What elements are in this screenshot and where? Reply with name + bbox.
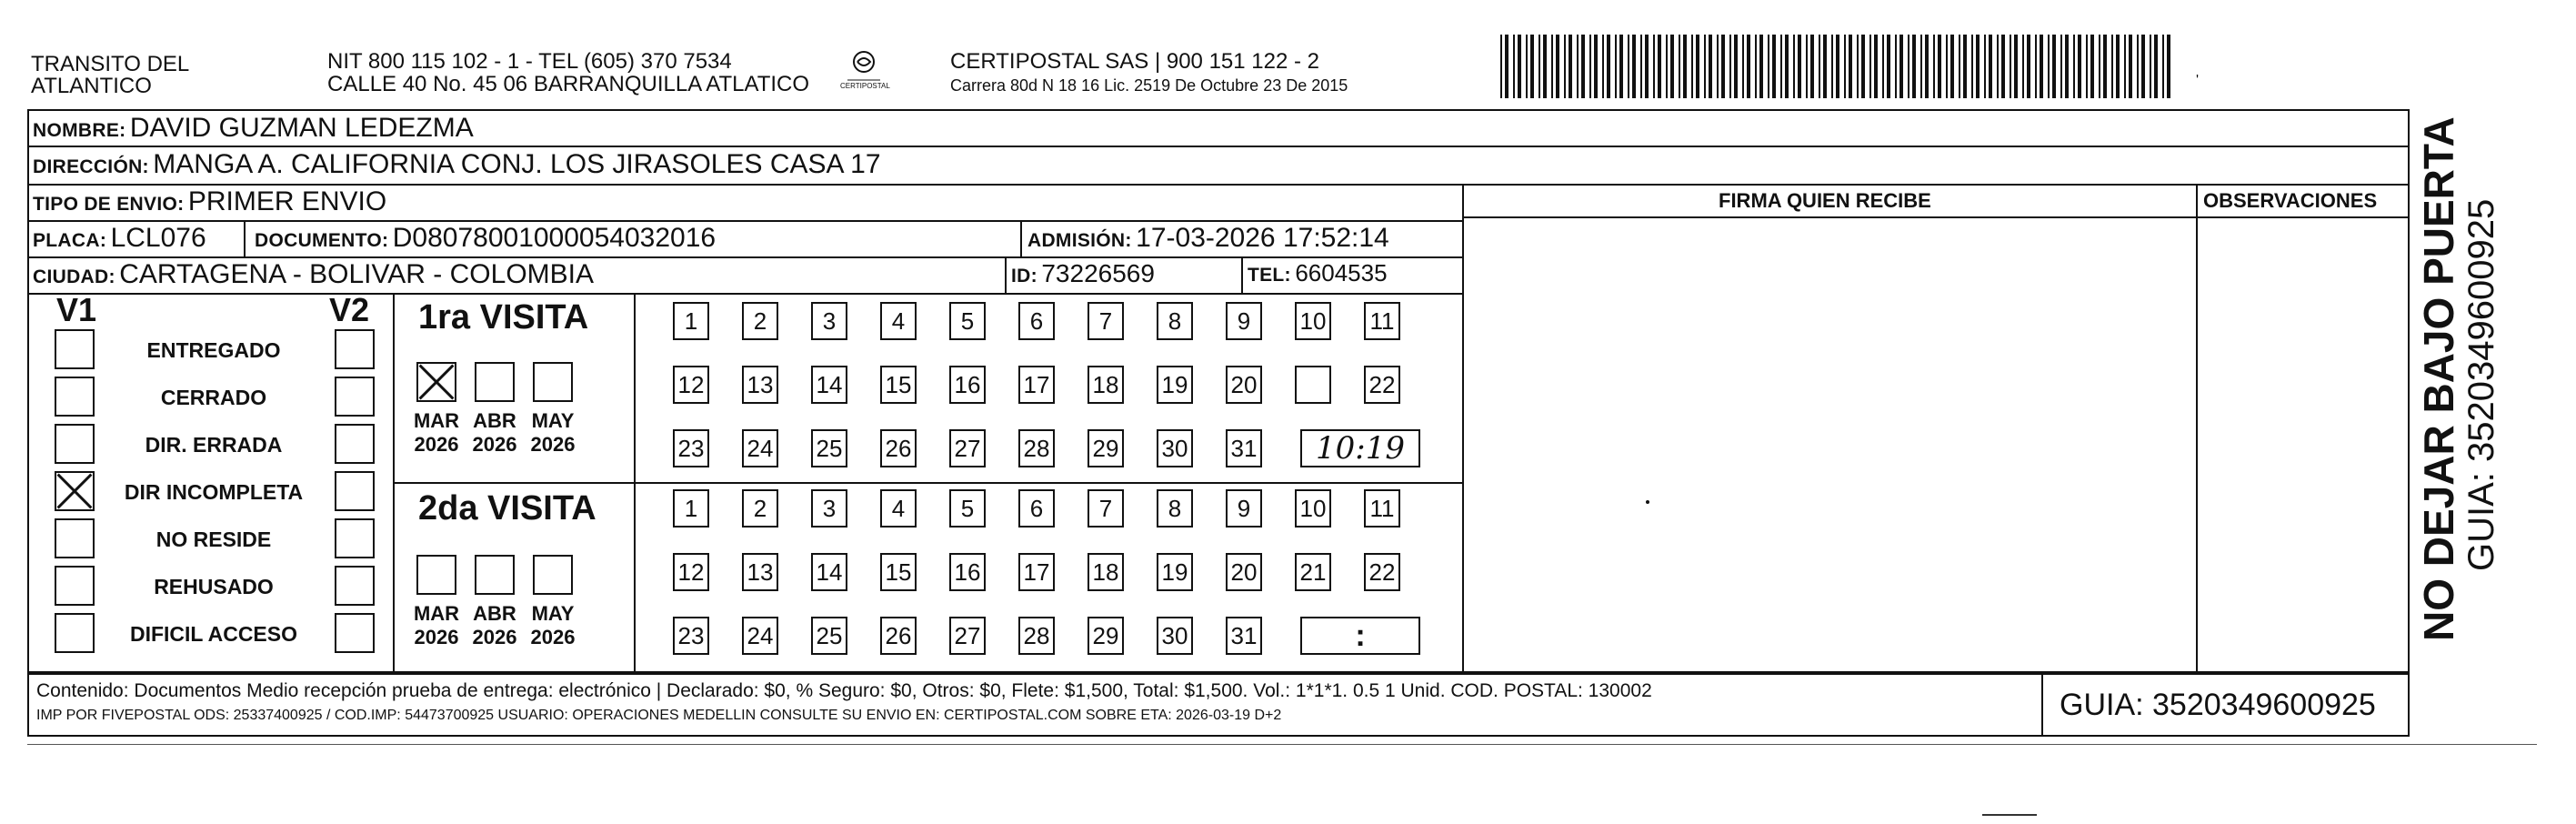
day-box[interactable]: 7: [1088, 489, 1124, 528]
logo-text: CERTIPOSTAL: [840, 82, 890, 90]
barcode-bar: [1602, 35, 1604, 98]
barcode-bar: [1989, 35, 1992, 98]
barcode-bar: [1887, 35, 1890, 98]
documento-label: DOCUMENTO:: [255, 230, 389, 251]
day-box[interactable]: 2: [742, 489, 778, 528]
cell-divider: [1005, 256, 1007, 293]
barcode-bar: [1869, 35, 1871, 98]
tel-field: [1248, 259, 1388, 287]
day-box[interactable]: 23: [673, 617, 709, 655]
tipo-value: PRIMER ENVIO: [187, 186, 387, 216]
month-checkbox[interactable]: [475, 362, 515, 402]
barcode-bar: [1518, 35, 1521, 98]
day-box[interactable]: 23: [673, 429, 709, 467]
corner-mark: ': [2196, 73, 2200, 88]
status-option-label: CERRADO: [160, 386, 267, 409]
day-box[interactable]: 10: [1295, 302, 1331, 340]
row-divider: [27, 220, 1464, 222]
month-checkbox[interactable]: [475, 555, 515, 595]
barcode-bar: [2162, 35, 2164, 98]
day-box[interactable]: 2: [742, 302, 778, 340]
barcode-bar: [1640, 35, 1642, 98]
barcode-bar: [1768, 35, 1769, 98]
side-warning: NO DEJAR BAJO PUERTA: [2415, 116, 2462, 641]
month-year: 2026: [530, 626, 576, 648]
day-box[interactable]: 7: [1088, 302, 1124, 340]
barcode-bar: [2014, 35, 2018, 98]
stray-dot: [1646, 500, 1649, 504]
barcode-bar: [1963, 35, 1967, 98]
barcode-bar: [1997, 35, 1999, 98]
visit1-time[interactable]: 10:19: [1300, 429, 1420, 467]
barcode-bar: [2022, 35, 2024, 98]
barcode-bar: [2137, 35, 2139, 98]
col-divider: [2196, 184, 2198, 673]
barcode-bar: [2116, 35, 2120, 98]
month-name: MAY: [531, 602, 575, 625]
month-year: 2026: [472, 626, 517, 648]
company-line: CERTIPOSTAL SAS | 900 151 122 - 2: [950, 49, 1319, 74]
address-line: CALLE 40 No. 45 06 BARRANQUILLA ATLATICO: [327, 72, 810, 96]
barcode-bar: [1772, 35, 1776, 98]
v2-checkbox[interactable]: [335, 424, 375, 464]
barcode-bar: [2111, 35, 2113, 98]
barcode-bar: [1747, 35, 1750, 98]
visit1-title: 1ra VISITA: [418, 298, 589, 337]
v1-label: V1: [56, 291, 97, 328]
barcode-bar: [1721, 35, 1725, 98]
status-option-label: DIR. ERRADA: [145, 433, 283, 457]
tipo-field: [33, 186, 386, 217]
barcode-bar: [1984, 35, 1986, 98]
barcode-bar: [2010, 35, 2011, 98]
barcode-bar: [1959, 35, 1960, 98]
cell-divider: [1241, 256, 1243, 293]
firma-header: FIRMA QUIEN RECIBE: [1719, 189, 1931, 212]
status-option-label: ENTREGADO: [146, 338, 281, 362]
barcode-bar: [1785, 35, 1789, 98]
day-box[interactable]: 1: [673, 489, 709, 528]
barcode-bar: [1653, 35, 1655, 98]
barcode-bar: [1709, 35, 1712, 98]
barcode-bar: [2035, 35, 2037, 98]
footer-divider: [2041, 673, 2043, 737]
month-name: MAR: [413, 409, 460, 432]
barcode-bar: [1742, 35, 1744, 98]
month-name: ABR: [473, 602, 516, 625]
v2-checkbox[interactable]: [335, 518, 375, 558]
barcode-bar: [1530, 35, 1534, 98]
v1-checkbox[interactable]: [55, 613, 95, 653]
month-year: 2026: [530, 433, 576, 456]
tipo-label: TIPO DE ENVIO:: [33, 194, 185, 215]
barcode-bar: [1658, 35, 1661, 98]
barcode-bar: [2065, 35, 2069, 98]
barcode-bar: [1569, 35, 1572, 98]
row-divider: [27, 293, 1464, 295]
day-box[interactable]: 17: [1018, 553, 1055, 591]
barcode-bar: [1704, 35, 1706, 98]
month-name: ABR: [473, 409, 516, 432]
barcode-bar: [1594, 35, 1598, 98]
barcode-bar: [1619, 35, 1623, 98]
barcode-bar: [1526, 35, 1528, 98]
day-box[interactable]: 21: [1295, 553, 1331, 591]
nombre-value: DAVID GUZMAN LEDEZMA: [129, 113, 474, 143]
cell-divider: [244, 220, 246, 256]
day-box[interactable]: 9: [1226, 302, 1262, 340]
day-box[interactable]: 19: [1157, 366, 1193, 404]
day-box[interactable]: 29: [1088, 429, 1124, 467]
day-box[interactable]: 15: [880, 366, 917, 404]
barcode-bar: [2124, 35, 2126, 98]
barcode-bar: [1564, 35, 1566, 98]
certipostal-logo: [838, 45, 889, 96]
org-name-line2: ATLANTICO: [31, 74, 152, 98]
barcode-bar: [1505, 35, 1509, 98]
ciudad-value: CARTAGENA - BOLIVAR - COLOMBIA: [119, 259, 594, 289]
barcode-bar: [1539, 35, 1540, 98]
day-box[interactable]: 25: [811, 617, 847, 655]
visit-row-divider: [393, 482, 1462, 484]
org-name-line1: TRANSITO DEL: [31, 52, 190, 76]
barcode-bar: [1645, 35, 1649, 98]
month-checkbox[interactable]: [533, 362, 573, 402]
barcode-bar: [2040, 35, 2043, 98]
barcode-bar: [1899, 35, 1903, 98]
month-name: MAR: [413, 602, 460, 625]
col-header-divider: [1462, 216, 2410, 218]
barcode-bar: [1938, 35, 1941, 98]
barcode-bar: [2090, 35, 2094, 98]
license-line: Carrera 80d N 18 16 Lic. 2519 De Octubre 23 De 2015: [950, 76, 1348, 95]
day-box[interactable]: 11: [1364, 489, 1400, 528]
barcode-bar: [1882, 35, 1884, 98]
tick-mark: [1982, 814, 2037, 816]
day-box[interactable]: [1295, 366, 1331, 404]
day-box[interactable]: 13: [742, 553, 778, 591]
day-box[interactable]: 18: [1088, 366, 1124, 404]
barcode-bar: [1683, 35, 1687, 98]
day-box[interactable]: 30: [1157, 617, 1193, 655]
day-box[interactable]: 31: [1226, 429, 1262, 467]
barcode-bar: [1666, 35, 1668, 98]
barcode-bar: [2129, 35, 2132, 98]
barcode-bar: [1895, 35, 1897, 98]
day-box[interactable]: 18: [1088, 553, 1124, 591]
v2-checkbox[interactable]: [335, 613, 375, 653]
contenido-line: Contenido: Documentos Medio recepción prueba de entrega: electrónico | Declarado: $0, % Seguro: $0, Otros: $0, Flete: $1,500, Total: $1,500. Vol.: 1*1*1. 0.5 1 Unid. COD. POSTAL: 130002: [36, 680, 1652, 701]
barcode-bar: [2141, 35, 2145, 98]
barcode-bar: [2001, 35, 2005, 98]
day-box[interactable]: 16: [949, 553, 986, 591]
day-box[interactable]: 20: [1226, 366, 1262, 404]
direccion-field: [33, 149, 881, 180]
barcode-bar: [1831, 35, 1833, 98]
barcode-bar: [1670, 35, 1674, 98]
day-box[interactable]: 3: [811, 302, 847, 340]
v2-checkbox[interactable]: [335, 566, 375, 606]
id-field: [1011, 259, 1155, 288]
barcode-bar: [1513, 35, 1515, 98]
v2-checkbox[interactable]: [335, 377, 375, 417]
barcode-bar: [1950, 35, 1954, 98]
v2-checkbox[interactable]: [335, 471, 375, 511]
barcode-bar: [1500, 35, 1502, 98]
direccion-value: MANGA A. CALIFORNIA CONJ. LOS JIRASOLES CASA 17: [153, 149, 881, 179]
month-year: 2026: [414, 433, 459, 456]
id-label: ID:: [1011, 266, 1037, 286]
day-box[interactable]: 16: [949, 366, 986, 404]
admision-label: ADMISIÓN:: [1027, 230, 1132, 251]
id-value: 73226569: [1041, 259, 1155, 287]
day-box[interactable]: 19: [1157, 553, 1193, 591]
day-box[interactable]: 15: [880, 553, 917, 591]
barcode-bar: [2154, 35, 2158, 98]
barcode-bar: [1556, 35, 1559, 98]
barcode-bar: [1806, 35, 1808, 98]
imp-line: IMP POR FIVEPOSTAL ODS: 25337400925 / COD.IMP: 54473700925 USUARIO: OPERACIONES MEDELLIN CONSULTE SU ENVIO EN: CERTIPOSTAL.COM SOBRE ETA: 2026-03-19 D+2: [36, 708, 1282, 723]
day-box[interactable]: 26: [880, 617, 917, 655]
day-box[interactable]: 29: [1088, 617, 1124, 655]
day-box[interactable]: 12: [673, 366, 709, 404]
barcode-bar: [1589, 35, 1591, 98]
v1-checkbox[interactable]: [55, 566, 95, 606]
barcode-bar: [2060, 35, 2062, 98]
month-checkbox[interactable]: [533, 555, 573, 595]
tel-label: TEL:: [1248, 265, 1291, 286]
barcode-bar: [2052, 35, 2056, 98]
barcode-bar: [2167, 35, 2170, 98]
v1-checkbox[interactable]: [55, 518, 95, 558]
day-box[interactable]: 26: [880, 429, 917, 467]
day-box[interactable]: 14: [811, 366, 847, 404]
barcode-bar: [1780, 35, 1782, 98]
day-box[interactable]: 6: [1018, 489, 1055, 528]
day-box[interactable]: 3: [811, 489, 847, 528]
v2-label: V2: [329, 291, 370, 328]
ciudad-field: [33, 259, 594, 290]
day-box[interactable]: 22: [1364, 366, 1400, 404]
visit2-time[interactable]: :: [1300, 617, 1420, 655]
row-divider: [27, 184, 2410, 186]
day-box[interactable]: 24: [742, 429, 778, 467]
bottom-rule: [27, 744, 2537, 745]
day-box[interactable]: 10: [1295, 489, 1331, 528]
day-box[interactable]: 17: [1018, 366, 1055, 404]
v1-checkbox[interactable]: [55, 377, 95, 417]
row-divider: [27, 146, 2410, 147]
day-box[interactable]: 22: [1364, 553, 1400, 591]
day-box[interactable]: 31: [1226, 617, 1262, 655]
barcode-bar: [1607, 35, 1610, 98]
barcode-bar: [2103, 35, 2107, 98]
tel-value: 6604535: [1295, 259, 1388, 286]
barcode-bar: [1925, 35, 1929, 98]
barcode-bar: [1849, 35, 1852, 98]
direccion-label: DIRECCIÓN:: [33, 156, 149, 177]
day-box[interactable]: 8: [1157, 489, 1193, 528]
nit-line: NIT 800 115 102 - 1 - TEL (605) 370 7534: [327, 49, 732, 74]
barcode-bar: [1577, 35, 1579, 98]
status-option-label: NO RESIDE: [155, 528, 272, 551]
col-divider: [1462, 184, 1464, 673]
day-box[interactable]: 28: [1018, 617, 1055, 655]
barcode-bar: [2048, 35, 2050, 98]
admision-value: 17-03-2026 17:52:14: [1136, 223, 1389, 253]
barcode-bar: [1823, 35, 1827, 98]
barcode-bar: [2078, 35, 2081, 98]
v1-checkbox[interactable]: [55, 424, 95, 464]
barcode-bar: [1912, 35, 1916, 98]
barcode-bar: [2086, 35, 2088, 98]
placa-label: PLACA:: [33, 230, 107, 251]
barcode-bar: [1861, 35, 1865, 98]
day-box[interactable]: 27: [949, 617, 986, 655]
barcode-bar: [1874, 35, 1878, 98]
status-option-label: DIFICIL ACCESO: [129, 622, 297, 646]
barcode-bar: [1729, 35, 1731, 98]
month-checkbox[interactable]: [416, 555, 456, 595]
day-box[interactable]: 4: [880, 302, 917, 340]
day-box[interactable]: 4: [880, 489, 917, 528]
barcode-bar: [1717, 35, 1719, 98]
month-name: MAY: [531, 409, 575, 432]
day-box[interactable]: 12: [673, 553, 709, 591]
day-box[interactable]: 24: [742, 617, 778, 655]
barcode-bar: [2150, 35, 2151, 98]
day-box[interactable]: 8: [1157, 302, 1193, 340]
placa-value: LCL076: [110, 223, 206, 253]
day-box[interactable]: 11: [1364, 302, 1400, 340]
footer-guia: GUIA: 3520349600925: [2060, 688, 2376, 722]
status-option-label: DIR INCOMPLETA: [124, 480, 304, 504]
barcode-bar: [1857, 35, 1859, 98]
row-divider: [27, 256, 1464, 258]
ciudad-label: CIUDAD:: [33, 266, 115, 287]
barcode-bar: [1908, 35, 1909, 98]
barcode-bar: [1798, 35, 1801, 98]
barcode-bar: [2027, 35, 2030, 98]
barcode-bar: [1615, 35, 1617, 98]
documento-value: D08078001000054032016: [392, 223, 717, 253]
v2-checkbox[interactable]: [335, 329, 375, 369]
day-box[interactable]: 6: [1018, 302, 1055, 340]
day-box[interactable]: 14: [811, 553, 847, 591]
day-box[interactable]: 5: [949, 489, 986, 528]
barcode-bar: [2099, 35, 2100, 98]
barcode-bar: [1933, 35, 1935, 98]
barcode-bar: [1581, 35, 1585, 98]
cell-divider: [1020, 220, 1022, 256]
day-box[interactable]: 1: [673, 302, 709, 340]
documento-field: [255, 223, 716, 254]
barcode-bar: [2073, 35, 2075, 98]
day-box[interactable]: 30: [1157, 429, 1193, 467]
observaciones-header: OBSERVACIONES: [2203, 189, 2378, 212]
barcode-bar: [1632, 35, 1636, 98]
day-box[interactable]: 25: [811, 429, 847, 467]
month-year: 2026: [472, 433, 517, 456]
barcode-bar: [1920, 35, 1922, 98]
side-guia: GUIA: 3520349600925: [2461, 198, 2501, 571]
barcode-bar: [1971, 35, 1973, 98]
v1-checkbox[interactable]: [55, 329, 95, 369]
barcode-bar: [1759, 35, 1763, 98]
barcode-bar: [1976, 35, 1980, 98]
barcode-bar: [1691, 35, 1693, 98]
barcode-bar: [1793, 35, 1795, 98]
v1-checkbox[interactable]: [55, 471, 95, 511]
day-box[interactable]: 27: [949, 429, 986, 467]
barcode-bar: [1755, 35, 1757, 98]
barcode-bar: [1844, 35, 1846, 98]
barcode-bar: [1810, 35, 1814, 98]
day-box[interactable]: 9: [1226, 489, 1262, 528]
nombre-field: [33, 113, 474, 144]
barcode-bar: [1734, 35, 1738, 98]
placa-field: [33, 223, 206, 254]
barcode: [1500, 35, 2175, 98]
status-option-label: REHUSADO: [154, 575, 274, 598]
day-box[interactable]: 20: [1226, 553, 1262, 591]
barcode-bar: [1543, 35, 1547, 98]
visit2-title: 2da VISITA: [418, 489, 596, 528]
barcode-bar: [1836, 35, 1839, 98]
barcode-bar: [1551, 35, 1553, 98]
month-checkbox[interactable]: [416, 362, 456, 402]
barcode-bar: [1628, 35, 1629, 98]
barcode-bar: [1679, 35, 1680, 98]
barcode-bar: [1819, 35, 1820, 98]
barcode-bar: [1696, 35, 1699, 98]
nombre-label: NOMBRE:: [33, 120, 126, 141]
barcode-bar: [1946, 35, 1948, 98]
admision-field: [1027, 223, 1389, 254]
day-box[interactable]: 13: [742, 366, 778, 404]
day-box[interactable]: 5: [949, 302, 986, 340]
month-year: 2026: [414, 626, 459, 648]
day-box[interactable]: 28: [1018, 429, 1055, 467]
